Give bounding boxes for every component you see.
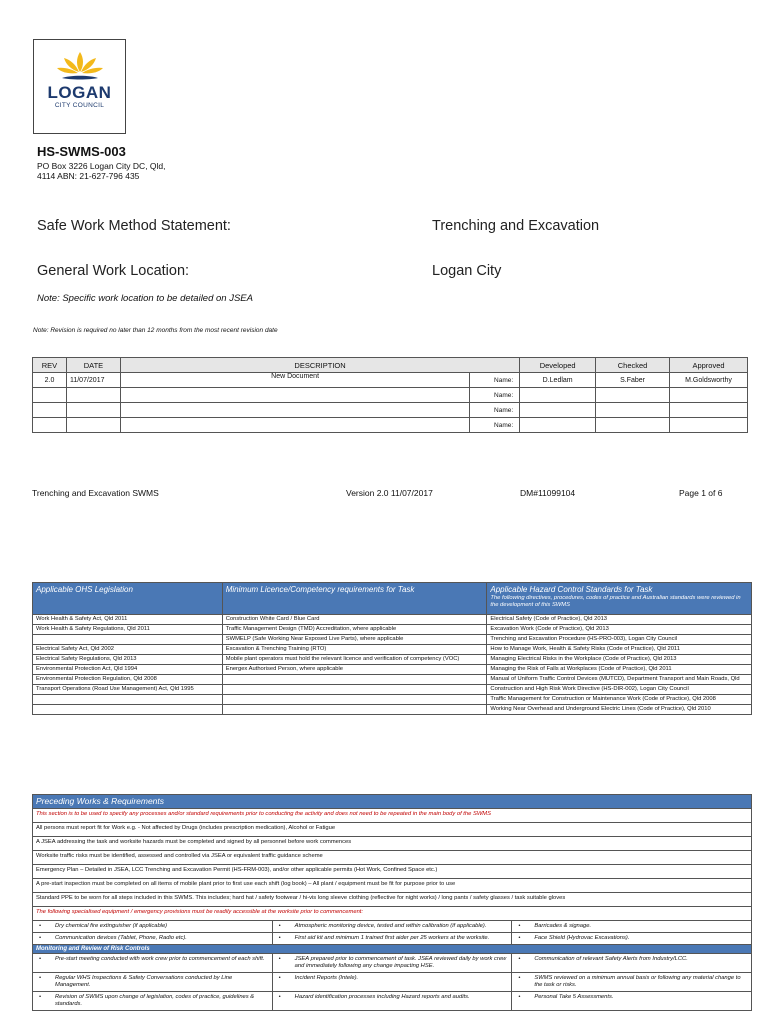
bullet-icon: •: [39, 994, 42, 1000]
col-header: REV: [33, 358, 67, 373]
cell-approved: [670, 388, 748, 403]
cell-licence: Excavation & Trenching Training (RTO): [222, 645, 487, 655]
monitoring-row: [32, 973, 752, 992]
cell-legislation: Environmental Protection Act, Qld 1994: [33, 665, 223, 675]
cell-developed: [520, 403, 596, 418]
col-header: Checked: [596, 358, 670, 373]
monitoring-text: JSEA prepared prior to commencement of task. JSEA reviewed daily by work crew and immediately following any change impacting HSE.: [294, 956, 507, 969]
cell-legislation: Environmental Protection Regulation, Qld 2008: [33, 675, 223, 685]
monitoring-text: Pre-start meeting conducted with work crew prior to commencement of each shift.: [55, 956, 265, 962]
cell-licence: [222, 675, 487, 685]
bullet-icon: •: [518, 994, 521, 1000]
cell-description: [120, 418, 469, 433]
equipment-row: [32, 921, 752, 933]
equipment-item: [511, 933, 751, 944]
monitoring-item: [511, 973, 751, 991]
bullet-icon: •: [278, 975, 281, 981]
cell-checked: S.Faber: [596, 373, 670, 388]
cell-licence: Energex Authorised Person, where applicable: [222, 665, 487, 675]
equipment-text: First aid kit and minimum 1 trained first aider per 25 workers at the worksite.: [294, 935, 490, 941]
monitoring-title: Monitoring and Review of Risk Controls: [32, 945, 752, 954]
bullet-icon: •: [518, 935, 521, 941]
cell-checked: [596, 403, 670, 418]
table-row: [33, 635, 752, 645]
monitoring-item: [33, 992, 272, 1010]
equipment-text: Communication devices (Tablet, Phone, Radio etc).: [55, 935, 187, 941]
cell-standard: Traffic Management for Construction or Maintenance Work (Code of Practice), Qld 2008: [487, 695, 752, 705]
address-line: 4114 ABN: 21-627-796 435: [37, 171, 140, 181]
cell-standard: How to Manage Work, Health & Safety Risks (Code of Practice), Qld 2011: [487, 645, 752, 655]
requirement-row: Worksite traffic risks must be identified, assessed and controlled via JSEA or equivalent traffic guidance scheme: [32, 851, 752, 865]
footer-version: Version 2.0 11/07/2017: [346, 488, 433, 498]
monitoring-item: [511, 992, 751, 1010]
cell-developed: [520, 388, 596, 403]
table-row: [33, 403, 748, 418]
logo: [33, 39, 126, 134]
cell-checked: [596, 418, 670, 433]
requirement-row: Emergency Plan – Detailed in JSEA, LCC Trenching and Excavation Permit (HS-FRM-003), and/or other applicable permits (Hot Work, Confined Space etc.): [32, 865, 752, 879]
cell-rev: 2.0: [33, 373, 67, 388]
section-title: Preceding Works & Requirements: [32, 794, 752, 809]
col-header: Developed: [520, 358, 596, 373]
table-row: [33, 645, 752, 655]
table-row: [33, 695, 752, 705]
equipment-text: Face Shield (Hydrovac Excavations).: [534, 935, 630, 941]
location-value: Logan City: [432, 263, 502, 279]
cell-legislation: [33, 695, 223, 705]
col-header: DATE: [66, 358, 120, 373]
equipment-row: [32, 933, 752, 945]
cell-date: [66, 388, 120, 403]
monitoring-item: [33, 973, 272, 991]
col-header-title: Applicable Hazard Control Standards for Task: [490, 585, 653, 594]
cell-standard: Excavation Work (Code of Practice), Qld 2013: [487, 625, 752, 635]
bullet-icon: •: [278, 956, 281, 962]
monitoring-text: Incident Reports (Intele).: [294, 975, 359, 981]
cell-licence: Construction White Card / Blue Card: [222, 615, 487, 625]
table-row: [33, 655, 752, 665]
table-header-row: [33, 358, 748, 373]
bullet-icon: •: [278, 994, 281, 1000]
requirement-row: A JSEA addressing the task and worksite hazards must be completed and signed by all personnel before work commences: [32, 837, 752, 851]
cell-legislation: [33, 705, 223, 715]
revision-note: Note: Revision is required no later than 12 months from the most recent revision date: [33, 327, 278, 334]
cell-standard: Managing the Risk of Falls at Workplaces (Code of Practice), Qld 2011: [487, 665, 752, 675]
col-header: [487, 583, 752, 615]
footer-title: Trenching and Excavation SWMS: [32, 488, 159, 498]
cell-standard: Managing Electrical Risks in the Workplace (Code of Practice), Qld 2013: [487, 655, 752, 665]
cell-name-label: Name:: [470, 373, 520, 388]
equipment-text: Dry chemical fire extinguisher (if applicable): [55, 923, 168, 929]
location-note: Note: Specific work location to be detailed on JSEA: [37, 293, 253, 304]
col-header: DESCRIPTION: [120, 358, 519, 373]
cell-licence: Traffic Management Design (TMD) Accreditation, where applicable: [222, 625, 487, 635]
col-header: Applicable OHS Legislation: [33, 583, 223, 615]
monitoring-text: Revision of SWMS upon change of legislation, codes of practice, guidelines & standards.: [55, 994, 255, 1007]
flower-logo-icon: [54, 48, 106, 84]
col-header-subtitle: The following directives, procedures, codes of practice and Australian standards were reviewed in the development of this SWMS: [490, 595, 741, 608]
document-id: HS-SWMS-003: [37, 144, 126, 159]
cell-name-label: Name:: [470, 418, 520, 433]
bullet-icon: •: [518, 975, 521, 981]
cell-approved: [670, 418, 748, 433]
cell-name-label: Name:: [470, 403, 520, 418]
cell-description: [120, 388, 469, 403]
legislation-table: [32, 582, 752, 715]
monitoring-text: Hazard identification processes including Hazard reports and audits.: [294, 994, 470, 1000]
address: [37, 161, 166, 181]
cell-rev: [33, 418, 67, 433]
cell-approved: [670, 403, 748, 418]
cell-date: [66, 403, 120, 418]
cell-legislation: Electrical Safety Act, Qld 2002: [33, 645, 223, 655]
logo-sub: CITY COUNCIL: [54, 102, 105, 109]
monitoring-text: SWMS reviewed on a minimum annual basis or following any material change to the task or risks.: [534, 975, 741, 988]
swms-label: Safe Work Method Statement:: [37, 218, 231, 234]
monitoring-text: Communication of relevant Safety Alerts from Industry/LCC.: [534, 956, 688, 962]
equipment-item: [272, 933, 512, 944]
monitoring-item: [511, 954, 751, 972]
monitoring-row: [32, 992, 752, 1011]
monitoring-text: Regular WHS Inspections & Safety Conversations conducted by Line Management.: [55, 975, 233, 988]
cell-legislation: Work Health & Safety Act, Qld 2011: [33, 615, 223, 625]
monitoring-item: [272, 973, 512, 991]
equipment-item: [33, 921, 272, 932]
address-line: PO Box 3226 Logan City DC, Qld,: [37, 161, 166, 171]
equipment-item: [33, 933, 272, 944]
cell-name-label: Name:: [470, 388, 520, 403]
cell-checked: [596, 388, 670, 403]
equipment-item: [511, 921, 751, 932]
bullet-icon: •: [39, 935, 42, 941]
bullet-icon: •: [39, 923, 42, 929]
equipment-item: [272, 921, 512, 932]
location-label: General Work Location:: [37, 263, 190, 279]
section-intro: This section is to be used to specify any processes and/or standard requirements prior to conducting the activity and does not need to be repeated in the main body of the SWMS: [32, 809, 752, 823]
cell-licence: [222, 685, 487, 695]
logo-word: LOGAN: [47, 83, 112, 102]
table-header-row: [33, 583, 752, 615]
bullet-icon: •: [278, 923, 281, 929]
cell-licence: SWMELP (Safe Working Near Exposed Live Parts), where applicable: [222, 635, 487, 645]
table-row: [33, 705, 752, 715]
swms-value: Trenching and Excavation: [432, 218, 600, 234]
cell-description: New Document: [120, 373, 469, 388]
preceding-works-section: [32, 794, 752, 1011]
monitoring-text: Personal Take 5 Assessments.: [534, 994, 614, 1000]
cell-description: [120, 403, 469, 418]
cell-standard: Electrical Safety (Code of Practice), Qld 2013: [487, 615, 752, 625]
table-row: [33, 665, 752, 675]
cell-legislation: Work Health & Safety Regulations, Qld 2011: [33, 625, 223, 635]
monitoring-item: [272, 992, 512, 1010]
cell-rev: [33, 388, 67, 403]
cell-legislation: Electrical Safety Regulations, Qld 2013: [33, 655, 223, 665]
cell-developed: D.Ledlam: [520, 373, 596, 388]
col-header: Approved: [670, 358, 748, 373]
table-row: [33, 675, 752, 685]
col-header: Minimum Licence/Competency requirements for Task: [222, 583, 487, 615]
requirement-row: All persons must report fit for Work e.g. - Not affected by Drugs (includes prescription medication), Alcohol or Fatigue: [32, 823, 752, 837]
bullet-icon: •: [39, 956, 42, 962]
cell-licence: [222, 695, 487, 705]
revision-table: [32, 357, 748, 433]
table-row: [33, 615, 752, 625]
requirement-row: A pre-start inspection must be completed on all items of mobile plant prior to first use each shift (log book) – All plant / equipment must be fit for purpose prior to use: [32, 879, 752, 893]
cell-standard: Trenching and Excavation Procedure (HS-PRO-003), Logan City Council: [487, 635, 752, 645]
monitoring-row: [32, 954, 752, 973]
table-row: [33, 685, 752, 695]
cell-standard: Manual of Uniform Traffic Control Devices (MUTCD), Department Transport and Main Roads, Qld: [487, 675, 752, 685]
cell-licence: [222, 705, 487, 715]
cell-approved: M.Goldsworthy: [670, 373, 748, 388]
table-row: [33, 388, 748, 403]
monitoring-item: [33, 954, 272, 972]
footer-dm: DM#11099104: [520, 488, 576, 498]
bullet-icon: •: [518, 956, 521, 962]
cell-legislation: Transport Operations (Road Use Management) Act, Qld 1995: [33, 685, 223, 695]
cell-date: 11/07/2017: [66, 373, 120, 388]
footer-page: Page 1 of 6: [679, 488, 723, 498]
specialised-note: The following specialised equipment / emergency provisions must be readily accessible at the worksite prior to commencement:: [32, 907, 752, 921]
bullet-icon: •: [518, 923, 521, 929]
equipment-text: Barricades & signage.: [534, 923, 592, 929]
bullet-icon: •: [39, 975, 42, 981]
cell-developed: [520, 418, 596, 433]
monitoring-item: [272, 954, 512, 972]
table-row: [33, 373, 748, 388]
cell-standard: Working Near Overhead and Underground Electric Lines (Code of Practice), Qld 2010: [487, 705, 752, 715]
table-row: [33, 418, 748, 433]
cell-date: [66, 418, 120, 433]
bullet-icon: •: [278, 935, 281, 941]
table-row: [33, 625, 752, 635]
cell-standard: Construction and High Risk Work Directive (HS-DIR-002), Logan City Council: [487, 685, 752, 695]
cell-rev: [33, 403, 67, 418]
cell-licence: Mobile plant operators must hold the relevant licence and verification of competency (VOC): [222, 655, 487, 665]
requirement-row: Standard PPE to be worn for all steps included in this SWMS. This includes; hard hat / safety footwear / hi-vis long sleeve clothing (reflective for night works) / long pants / safety glasses / task suitable gloves: [32, 893, 752, 907]
equipment-text: Atmospheric monitoring device, tested and within calibration (if applicable).: [294, 923, 487, 929]
cell-legislation: [33, 635, 223, 645]
